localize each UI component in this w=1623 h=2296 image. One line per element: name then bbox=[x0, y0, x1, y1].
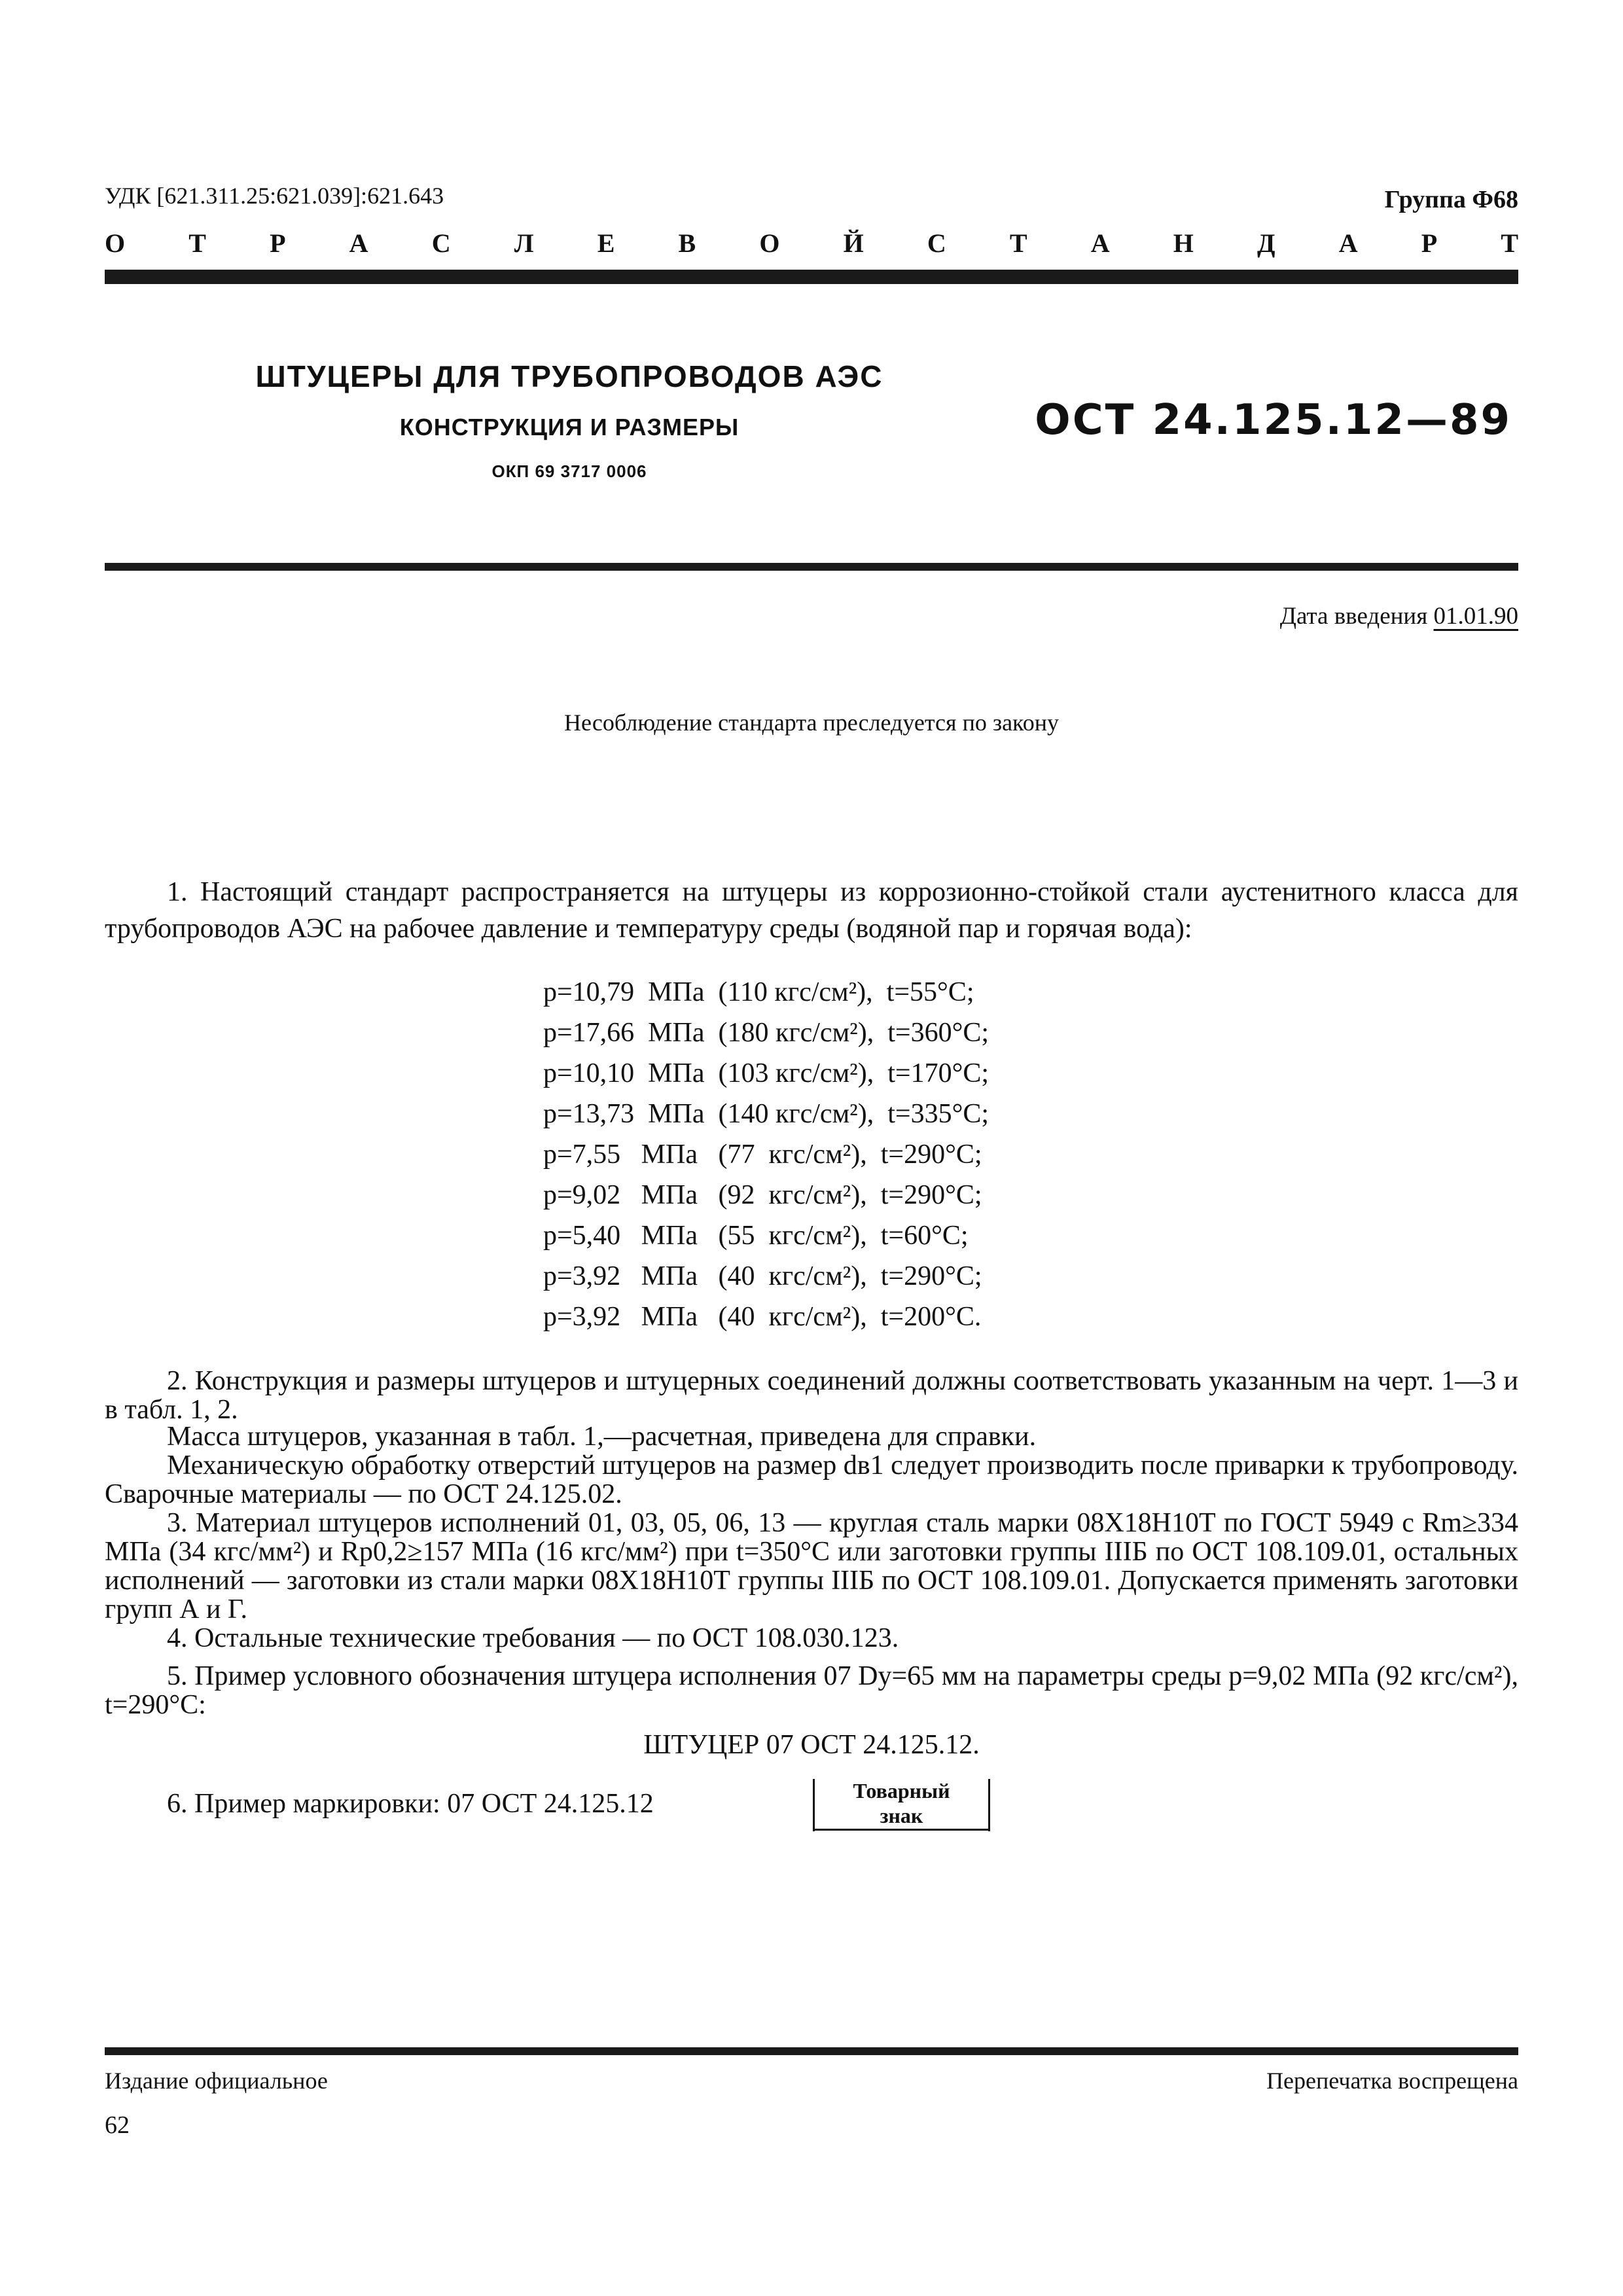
document-subtitle: КОНСТРУКЦИЯ И РАЗМЕРЫ bbox=[399, 414, 740, 440]
standard-type-letter: Т bbox=[188, 228, 206, 258]
group-code: Группа Ф68 bbox=[1384, 186, 1518, 213]
reprint-prohibited: Перепечатка воспрещена bbox=[1266, 2068, 1518, 2094]
designation-example: ШТУЦЕР 07 ОСТ 24.125.12. bbox=[643, 1730, 980, 1760]
parameter-row: p=13,73 МПа (140 кгс/см²), t=335°С; bbox=[543, 1099, 990, 1129]
standard-type-letter: А bbox=[1338, 228, 1358, 258]
page-number: 62 bbox=[105, 2111, 130, 2139]
trademark-label-2: знак bbox=[880, 1804, 923, 1827]
clause-3: 3. Материал штуцеров исполнений 01, 03, 05, 06, 13 — круглая сталь марки 08Х18Н10Т по ГОСТ 5949 с Rm≥334 МПа (34 кгс/мм²) и Rp0,2≥157 МПа (16 кгс/мм²) при t=350°С или заготовки группы IIIБ по ОСТ 108.109.01, остальных исполнений — заготовки из стали марки 08Х18Н10Т группы IIIБ по ОСТ 108.109.01. Допускается применять заготовки групп А и Г. bbox=[105, 1508, 1518, 1624]
standard-type-heading bbox=[105, 228, 1518, 259]
official-edition: Издание официальное bbox=[105, 2068, 328, 2094]
standard-type-letter: В bbox=[678, 228, 696, 258]
header-rule bbox=[105, 270, 1518, 284]
standard-type-letter: Т bbox=[1501, 228, 1518, 258]
standard-type-letter: А bbox=[349, 228, 368, 258]
standard-type-letter: Н bbox=[1173, 228, 1194, 258]
introduction-date-value: 01.01.90 bbox=[1433, 603, 1518, 630]
parameter-row: p=7,55 МПа (77 кгс/см²), t=290°С; bbox=[543, 1139, 982, 1170]
trademark-label-1: Товарный bbox=[853, 1779, 950, 1803]
standard-type-letter: Л bbox=[514, 228, 534, 258]
clause-5: 5. Пример условного обозначения штуцера исполнения 07 Dy=65 мм на параметры среды p=9,02 МПа (92 кгс/см²), t=290°С: bbox=[105, 1661, 1518, 1720]
trademark-underline bbox=[815, 1829, 988, 1831]
clause-1: 1. Настоящий стандарт распространяется на штуцеры из коррозионно-стойкой стали аустенитного класса для трубопроводов АЭС на рабочее давление и температуру среды (водяной пар и горячая вода): bbox=[105, 877, 1518, 944]
parameter-row: p=5,40 МПа (55 кгс/см²), t=60°С; bbox=[543, 1221, 969, 1251]
standard-type-letter: О bbox=[105, 228, 126, 258]
footer-rule bbox=[105, 2047, 1518, 2055]
clause-4: 4. Остальные технические требования — по ОСТ 108.030.123. bbox=[167, 1623, 899, 1653]
okp-code: ОКП 69 3717 0006 bbox=[491, 461, 647, 481]
clause-2-machining: Механическую обработку отверстий штуцеров на размер dв1 следует производить после приварки к трубопроводу. Сварочные материалы — по ОСТ 24.125.02. bbox=[105, 1450, 1518, 1509]
parameter-row: p=10,79 МПа (110 кгс/см²), t=55°С; bbox=[543, 977, 974, 1007]
parameter-list bbox=[543, 972, 989, 1337]
standard-type-letter: Р bbox=[270, 228, 286, 258]
standard-designation: ОСТ 24.125.12—89 bbox=[1035, 396, 1512, 444]
introduction-date bbox=[1280, 602, 1518, 630]
parameter-row: p=3,92 МПа (40 кгс/см²), t=290°С; bbox=[543, 1261, 982, 1291]
standard-type-letter: Р bbox=[1421, 228, 1438, 258]
clause-2-mass: Масса штуцеров, указанная в табл. 1,—расчетная, приведена для справки. bbox=[167, 1422, 1037, 1452]
document-title: ШТУЦЕРЫ ДЛЯ ТРУБОПРОВОДОВ АЭС bbox=[255, 359, 883, 393]
standard-type-letter: Е bbox=[597, 228, 615, 258]
standard-type-letter: С bbox=[927, 228, 946, 258]
parameter-row: p=3,92 МПа (40 кгс/см²), t=200°С. bbox=[543, 1302, 982, 1332]
clause-6: 6. Пример маркировки: 07 ОСТ 24.125.12 bbox=[167, 1789, 654, 1819]
standard-type-letter: Д bbox=[1257, 228, 1275, 258]
clause-2: 2. Конструкция и размеры штуцеров и штуцерных соединений должны соответствовать указанным на черт. 1—3 и в табл. 1, 2. bbox=[105, 1366, 1518, 1425]
udk-code: УДК [621.311.25:621.039]:621.643 bbox=[105, 183, 444, 209]
trademark-box bbox=[813, 1779, 990, 1831]
standard-type-letter: Т bbox=[1009, 228, 1027, 258]
standard-type-letter: С bbox=[431, 228, 451, 258]
standard-type-letter: Й bbox=[843, 228, 864, 258]
legal-warning: Несоблюдение стандарта преследуется по закону bbox=[564, 709, 1059, 736]
parameter-row: p=10,10 МПа (103 кгс/см²), t=170°С; bbox=[543, 1058, 990, 1088]
title-rule bbox=[105, 563, 1518, 571]
introduction-date-label: Дата введения bbox=[1279, 603, 1428, 630]
parameter-row: p=17,66 МПа (180 кгс/см²), t=360°С; bbox=[543, 1018, 990, 1048]
standard-type-letter: О bbox=[759, 228, 780, 258]
standard-type-letter: А bbox=[1090, 228, 1110, 258]
parameter-row: p=9,02 МПа (92 кгс/см²), t=290°С; bbox=[543, 1180, 982, 1210]
